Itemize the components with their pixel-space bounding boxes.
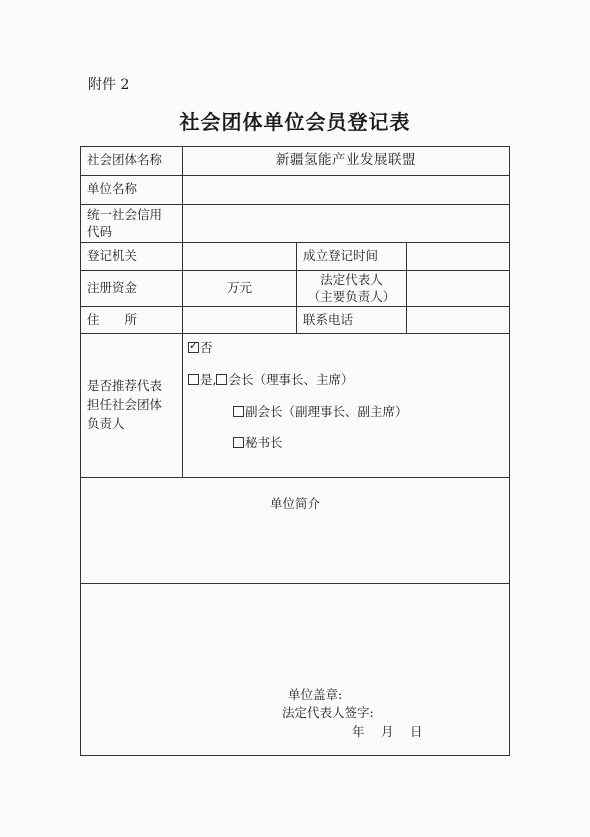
recommend-label-line3: 负责人	[87, 416, 125, 431]
page-title: 社会团体单位会员登记表	[179, 110, 411, 134]
option-secretary-general-label: 秘书长	[245, 435, 283, 450]
option-no-label: 否	[200, 340, 213, 355]
unit-name-field[interactable]	[183, 176, 509, 204]
reg-authority-label: 登记机关	[87, 248, 138, 263]
credit-code-label-line2: 代码	[87, 224, 113, 239]
org-name-label: 社会团体名称	[87, 152, 163, 167]
checkbox-icon[interactable]	[233, 437, 244, 448]
checkbox-icon[interactable]	[216, 374, 227, 385]
recommend-label-line2: 担任社会团体	[87, 397, 163, 412]
credit-code-label-line1: 统一社会信用	[87, 207, 163, 222]
row-divider	[80, 477, 510, 478]
reg-date-field[interactable]	[407, 243, 509, 270]
legal-rep-sign-label: 法定代表人签字:	[282, 705, 374, 720]
option-yes[interactable]	[188, 371, 354, 389]
address-field[interactable]	[183, 307, 296, 333]
legal-rep-field[interactable]	[407, 271, 509, 306]
legal-rep-label-line1: 法定代表人	[320, 272, 383, 287]
phone-label: 联系电话	[303, 312, 354, 327]
option-yes-label: 是,	[200, 372, 217, 387]
checked-checkbox-icon[interactable]	[188, 342, 199, 353]
table-border-bottom	[80, 755, 510, 756]
capital-label: 注册资金	[87, 280, 138, 295]
seal-label: 单位盖章:	[288, 687, 343, 702]
checkbox-icon[interactable]	[188, 374, 199, 385]
capital-unit: 万元	[226, 280, 252, 295]
checkbox-icon[interactable]	[233, 406, 244, 417]
attachment-label: 附件 2	[88, 77, 130, 93]
credit-code-field[interactable]	[183, 205, 509, 242]
option-president-label: 会长（理事长、主席）	[228, 372, 354, 387]
row-divider	[80, 583, 510, 584]
table-border-top	[80, 146, 510, 147]
registration-form-table	[80, 146, 510, 756]
unit-name-label: 单位名称	[87, 181, 138, 196]
phone-field[interactable]	[407, 307, 509, 333]
row-divider	[80, 333, 510, 334]
option-secretary-general[interactable]	[233, 434, 283, 452]
intro-field[interactable]	[81, 516, 509, 582]
reg-date-label: 成立登记时间	[303, 248, 379, 263]
option-vice-president-label: 副会长（副理事长、副主席）	[245, 404, 408, 419]
table-border-left	[80, 146, 81, 756]
date-month-label: 月	[381, 724, 394, 739]
legal-rep-label-line2: （主要负责人）	[307, 289, 396, 304]
reg-authority-field[interactable]	[183, 243, 296, 270]
org-name-value: 新疆氢能产业发展联盟	[276, 152, 416, 168]
option-no[interactable]	[188, 339, 213, 357]
address-label: 住 所	[87, 312, 138, 327]
recommend-label-line1: 是否推荐代表	[87, 378, 163, 393]
date-year-label: 年	[352, 724, 365, 739]
option-vice-president[interactable]	[233, 403, 408, 421]
intro-heading: 单位简介	[269, 496, 320, 511]
date-day-label: 日	[410, 724, 423, 739]
table-border-right	[509, 146, 510, 756]
